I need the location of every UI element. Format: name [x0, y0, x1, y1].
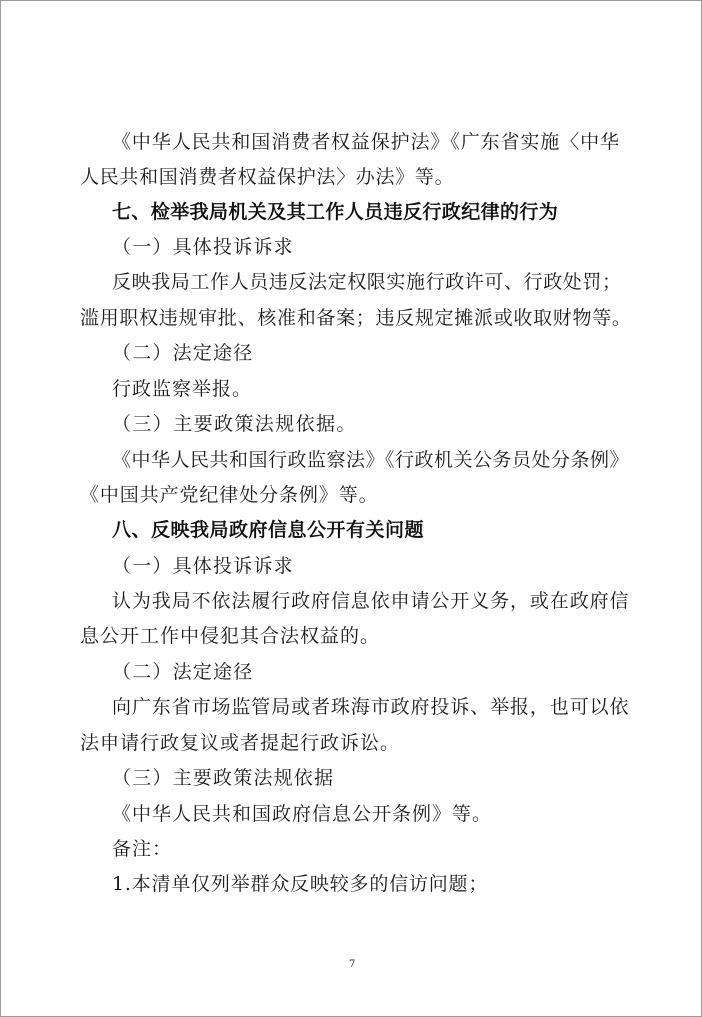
section-heading-7: 七、检举我局机关及其工作人员违反行政纪律的行为 [112, 201, 559, 223]
body-text-line: 滥用职权违规审批、核准和备案；违反规定摊派或收取财物等。 [80, 307, 632, 329]
subsection-heading: （三）主要政策法规依据。 [112, 413, 357, 435]
body-text-line: 法申请行政复议或者提起行政诉讼。 [80, 732, 401, 754]
body-text-line: 反映我局工作人员违反法定权限实施行政许可、行政处罚； [112, 271, 622, 293]
subsection-heading: （二）法定途径 [112, 342, 254, 364]
body-text-line: 《中华人民共和国政府信息公开条例》等。 [112, 803, 493, 825]
page-number: 7 [349, 959, 356, 970]
body-text-line: 《中国共产党纪律处分条例》等。 [80, 484, 379, 506]
subsection-heading: （三）主要政策法规依据 [112, 767, 335, 789]
subsection-heading: （二）法定途径 [112, 661, 254, 683]
body-text-line: 《中华人民共和国消费者权益保护法》《广东省实施〈中华 [112, 131, 620, 153]
body-text-line: 《中华人民共和国行政监察法》《行政机关公务员处分条例》 [112, 449, 630, 471]
note-label: 备注： [112, 838, 173, 860]
subsection-heading: （一）具体投诉诉求 [112, 236, 294, 258]
note-item: 1.本清单仅列举群众反映较多的信访问题； [112, 873, 489, 895]
section-heading-8: 八、反映我局政府信息公开有关问题 [112, 519, 425, 541]
body-text-line: 认为我局不依法履行政府信息依申请公开义务，或在政府信 [112, 590, 630, 612]
subsection-heading: （一）具体投诉诉求 [112, 555, 294, 577]
body-text-line: 人民共和国消费者权益保护法〉办法》等。 [80, 166, 455, 188]
body-text-line: 息公开工作中侵犯其合法权益的。 [80, 625, 381, 647]
body-text-line: 向广东省市场监管局或者珠海市政府投诉、举报，也可以依 [112, 696, 630, 718]
body-text-line: 行政监察举报。 [112, 378, 253, 400]
